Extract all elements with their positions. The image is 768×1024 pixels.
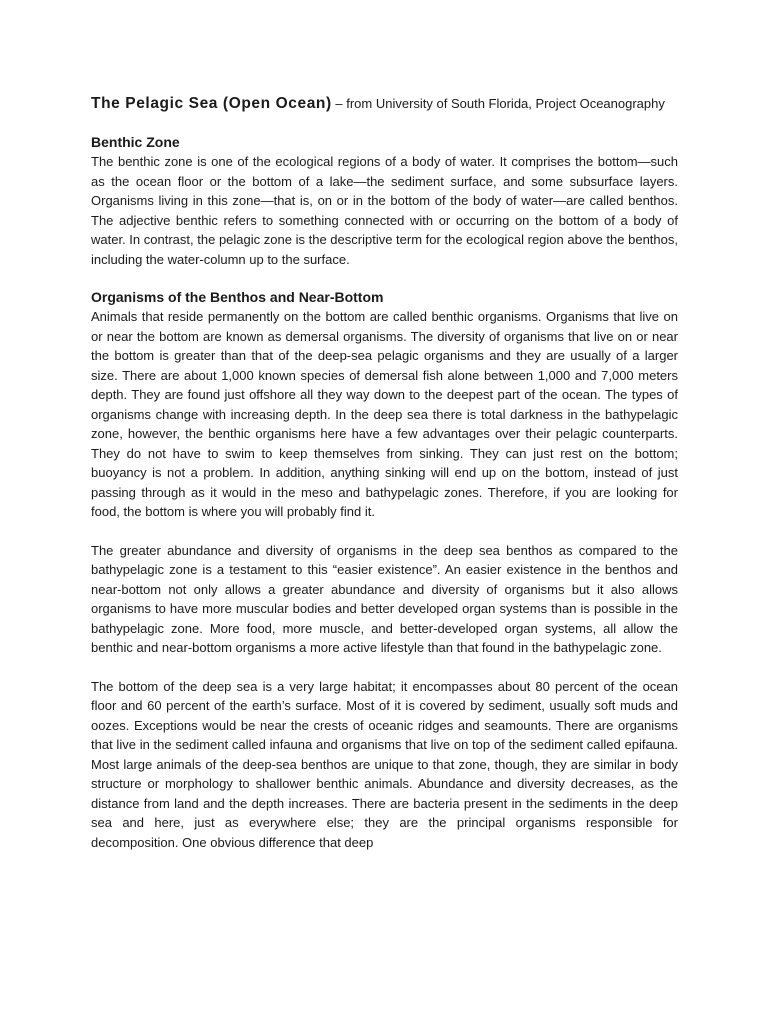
document-title [91, 94, 678, 114]
title-source: – from University of South Florida, Project Oceanography [331, 96, 665, 111]
heading-organisms-benthos: Organisms of the Benthos and Near-Bottom [91, 289, 384, 305]
title-text: The Pelagic Sea (Open Ocean) [91, 95, 332, 112]
document-page [91, 94, 678, 852]
paragraph-organisms-3: The bottom of the deep sea is a very large habitat; it encompasses about 80 percent of the ocean floor and 60 percent of the earth’s surface. Most of it is covered by sediment, usually soft muds and oozes. Exceptions would be near the crests of oceanic ridges and seamounts. There are organisms that live in the sediment called infauna and organisms that live on top of the sediment called epifauna. Most large animals of the deep-sea benthos are unique to that zone, though, they are similar in body structure or morphology to shallower benthic animals. Abundance and diversity decreases, as the distance from land and the depth increases. There are bacteria present in the sediments in the deep sea and here, just as everywhere else; they are the principal organisms responsible for decomposition. One obvious difference that deep [91, 678, 678, 850]
paragraph-organisms-1: Animals that reside permanently on the bottom are called benthic organisms. Organisms that live on or near the bottom are known as demersal organisms. The diversity of organisms that live on or near the bottom is greater than that of the deep-sea pelagic organisms and they are usually of a larger size. There are about 1,000 known species of demersal fish alone between 1,000 and 7,000 meters depth. They are found just offshore all they way down to the deepest part of the ocean. The types of organisms change with increasing depth. In the deep sea there is total darkness in the bathypelagic zone, however, the benthic organisms here have a few advantages over their pelagic counterparts. They do not have to swim to keep themselves from sinking. They can just rest on the bottom; buoyancy is not a problem. In addition, anything sinking will end up on the bottom, instead of just passing through as it would in the meso and bathypelagic zones. Therefore, if you are looking for food, the bottom is where you will probably find it. [91, 309, 678, 519]
paragraph-benthic-zone: The benthic zone is one of the ecological regions of a body of water. It comprises the bottom—such as the ocean floor or the bottom of a lake—the sediment surface, and some subsurface layers. Organisms living in this zone—that is, on or in the bottom of the body of water—are called benthos. The adjective benthic refers to something connected with or occurring on the bottom of a body of water. In contrast, the pelagic zone is the descriptive term for the ecological region above the benthos, including the water-column up to the surface. [91, 154, 678, 267]
heading-benthic-zone: Benthic Zone [91, 134, 180, 150]
paragraph-organisms-2: The greater abundance and diversity of organisms in the deep sea benthos as compared to the bathypelagic zone is a testament to this “easier existence”. An easier existence in the benthos and near-bottom not only allows a greater abundance and diversity of organisms but it also allows organisms to have more muscular bodies and better developed organ systems than is possible in the bathypelagic zone. More food, more muscle, and better-developed organ systems, all allow the benthic and near-bottom organisms a more active lifestyle than that found in the bathypelagic zone. [91, 542, 678, 655]
